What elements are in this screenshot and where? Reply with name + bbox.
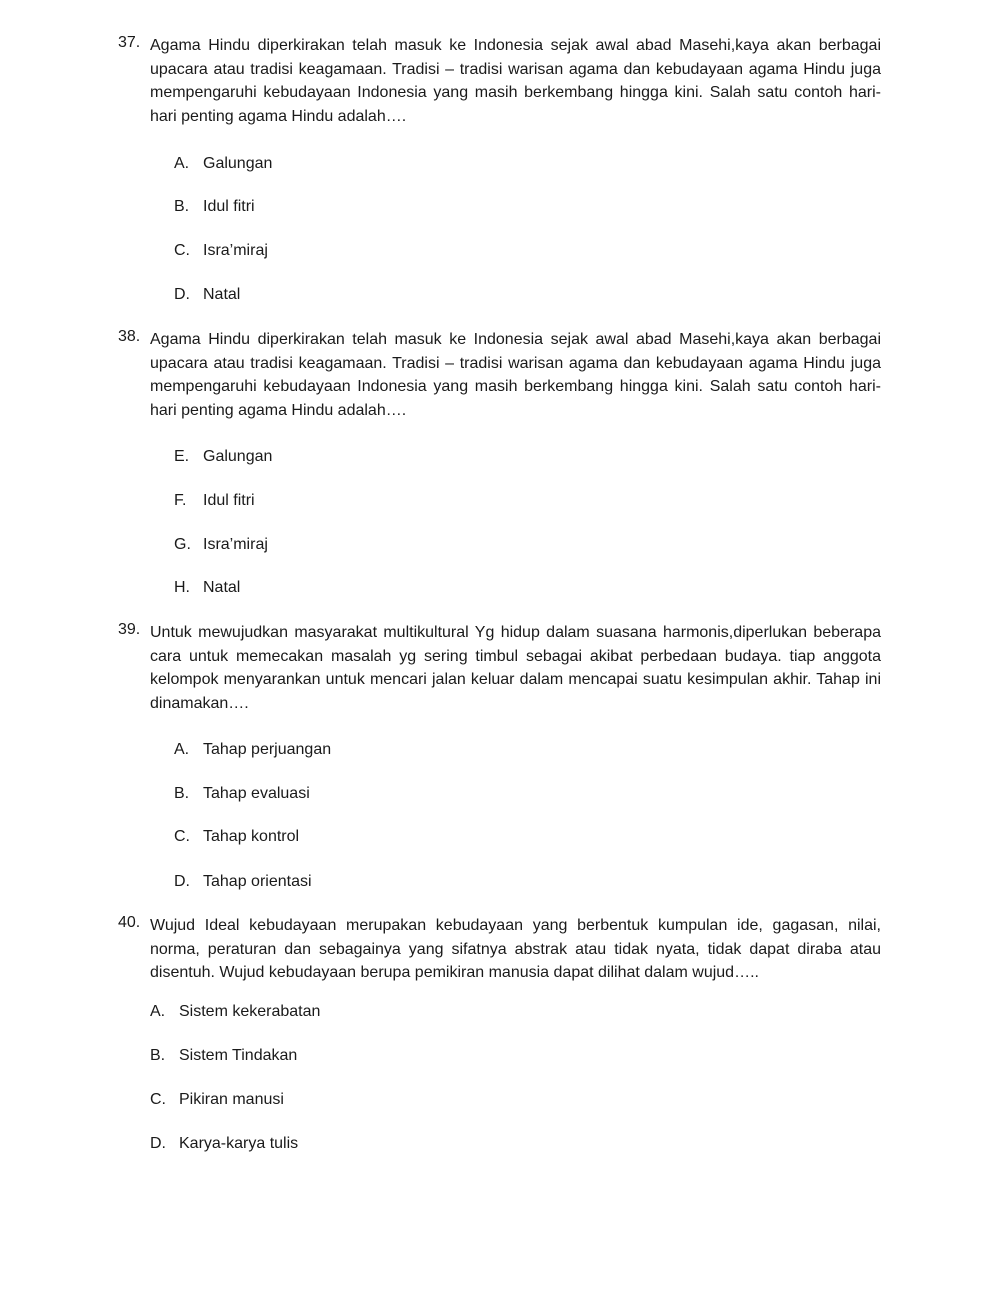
option-text: Galungan: [203, 155, 273, 172]
option-text: Sistem kekerabatan: [179, 1003, 321, 1020]
question-text: Wujud Ideal kebudayaan merupakan kebudayaan yang berbentuk kumpulan ide, gagasan, nilai, norma, peraturan dan sebagainya yang sifatnya abstrak atau tidak nyata, tidak dapat diraba atau disentuh. Wujud kebudayaan berupa pemikiran manusia dapat dilihat dalam wujud…..: [150, 917, 881, 981]
option-text: Tahap orientasi: [203, 873, 312, 890]
option-38-e[interactable]: [174, 446, 272, 468]
option-text: Pikiran manusi: [179, 1091, 284, 1108]
option-letter: F.: [174, 492, 187, 509]
question-number: 39.: [118, 621, 141, 638]
option-40-d[interactable]: [150, 1133, 298, 1155]
option-40-c[interactable]: [150, 1089, 284, 1111]
option-letter: A.: [174, 741, 190, 758]
option-letter: A.: [150, 1003, 166, 1020]
question-37: [118, 34, 881, 128]
option-letter: D.: [150, 1135, 166, 1152]
option-37-c[interactable]: [174, 240, 268, 262]
option-letter: G.: [174, 536, 191, 553]
option-text: Tahap perjuangan: [203, 741, 332, 758]
option-text: Tahap evaluasi: [203, 785, 310, 802]
question-text: Agama Hindu diperkirakan telah masuk ke Indonesia sejak awal abad Masehi,kaya akan berbagai upacara atau tradisi keagamaan. Tradisi – tradisi warisan agama dan kebudayaan agama Hindu juga mempengaruhi kebudayaan Indonesia yang masih berkembang hingga kini. Salah satu contoh hari-hari penting agama Hindu adalah….: [150, 37, 881, 125]
question-38: [118, 328, 881, 422]
option-38-f[interactable]: [174, 490, 255, 512]
option-40-b[interactable]: [150, 1045, 297, 1067]
option-text: Natal: [203, 286, 241, 303]
option-37-d[interactable]: [174, 284, 240, 306]
option-text: Galungan: [203, 448, 273, 465]
option-40-a[interactable]: [150, 1001, 320, 1023]
option-letter: E.: [174, 448, 190, 465]
option-39-a[interactable]: [174, 739, 331, 761]
option-letter: B.: [150, 1047, 166, 1064]
option-text: Idul fitri: [203, 198, 255, 215]
option-letter: A.: [174, 155, 190, 172]
question-text: Agama Hindu diperkirakan telah masuk ke Indonesia sejak awal abad Masehi,kaya akan berbagai upacara atau tradisi keagamaan. Tradisi – tradisi warisan agama dan kebudayaan agama Hindu juga mempengaruhi kebudayaan Indonesia yang masih berkembang hingga kini. Salah satu contoh hari-hari penting agama Hindu adalah….: [150, 331, 881, 419]
option-text: Idul fitri: [203, 492, 255, 509]
question-39: [118, 621, 881, 715]
option-38-g[interactable]: [174, 534, 268, 556]
option-39-b[interactable]: [174, 783, 310, 805]
option-39-c[interactable]: [174, 826, 299, 848]
option-39-d[interactable]: [174, 871, 312, 893]
option-37-a[interactable]: [174, 153, 272, 175]
option-letter: C.: [174, 828, 190, 845]
option-text: Karya-karya tulis: [179, 1135, 299, 1152]
option-text: Tahap kontrol: [203, 828, 300, 845]
option-letter: C.: [174, 242, 190, 259]
option-letter: B.: [174, 198, 190, 215]
question-number: 40.: [118, 914, 141, 931]
option-text: Natal: [203, 579, 241, 596]
option-text: Sistem Tindakan: [179, 1047, 298, 1064]
question-number: 37.: [118, 34, 141, 51]
question-number: 38.: [118, 328, 141, 345]
option-letter: B.: [174, 785, 190, 802]
option-letter: D.: [174, 286, 190, 303]
option-letter: D.: [174, 873, 190, 890]
option-text: Isra’miraj: [203, 242, 268, 259]
option-text: Isra’miraj: [203, 536, 268, 553]
question-text: Untuk mewujudkan masyarakat multikultural Yg hidup dalam suasana harmonis,diperlukan beberapa cara untuk memecakan masalah yg sering timbul sebagai akibat perbedaan budaya. tiap anggota kelompok menyarankan untuk mencari jalan keluar dalam mencapai suatu kesimpulan akhir. Tahap ini dinamakan….: [150, 624, 881, 712]
option-letter: C.: [150, 1091, 166, 1108]
question-40: [118, 914, 881, 985]
option-letter: H.: [174, 579, 190, 596]
option-37-b[interactable]: [174, 196, 255, 218]
option-38-h[interactable]: [174, 577, 240, 599]
